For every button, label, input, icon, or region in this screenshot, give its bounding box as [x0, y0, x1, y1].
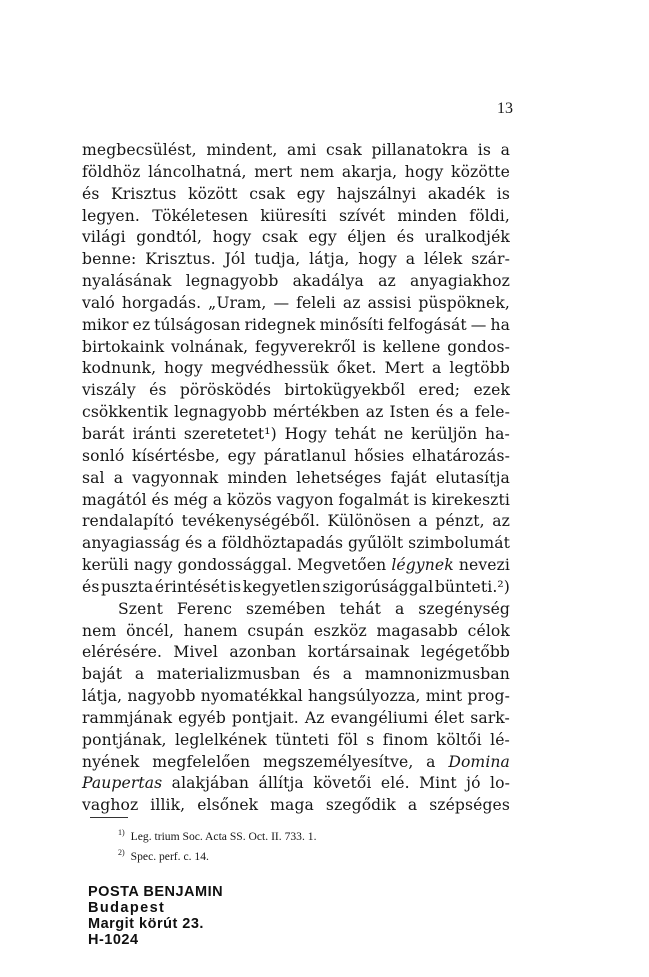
word: is — [477, 141, 491, 159]
word: szár- — [471, 250, 510, 269]
word: állítja — [258, 774, 304, 793]
word: világi — [82, 228, 126, 247]
word: gondos- — [447, 337, 510, 356]
word: mamnonizmusban — [364, 665, 510, 684]
word: egy — [227, 446, 256, 465]
word: Mert — [384, 359, 424, 378]
text-line — [82, 162, 510, 184]
word: anyagiakhoz — [410, 272, 510, 291]
word: a — [431, 359, 442, 378]
text-line — [82, 380, 510, 402]
word: bünteti.²) — [434, 577, 510, 596]
word: öncél, — [126, 621, 174, 640]
word: gyűlölt — [348, 534, 404, 553]
word: kortársainak — [307, 643, 410, 662]
word: hangsúlyozza, — [308, 687, 421, 706]
word: és — [151, 490, 169, 509]
word: Ferenc — [176, 599, 233, 618]
word: a — [134, 665, 145, 684]
word: is — [496, 184, 510, 203]
word: nem — [299, 162, 335, 181]
word: egy — [296, 184, 326, 203]
word: csupán — [247, 621, 305, 640]
word: materializmusban — [156, 665, 301, 684]
word: a — [500, 141, 510, 159]
word: „Uram, — [208, 293, 267, 312]
text-line — [82, 271, 510, 293]
word: benne: — [82, 250, 137, 269]
word: felfogását — [387, 315, 467, 334]
stamp-city: Budapest — [88, 900, 166, 916]
word: éljen — [347, 228, 387, 247]
word: tevékenységéből. — [181, 512, 320, 531]
word: megvédhessük — [210, 359, 329, 378]
word: pontjának, — [82, 730, 167, 749]
word: szegődik — [325, 796, 396, 815]
word: földi, — [469, 206, 510, 225]
text-line — [82, 708, 510, 730]
word: és — [82, 577, 100, 596]
word: Mivel — [173, 643, 218, 662]
word: elérésére. — [82, 643, 162, 662]
word: és — [435, 403, 454, 422]
text-line — [82, 206, 510, 228]
footnote-mark: 2) — [118, 848, 125, 857]
word: és — [82, 184, 100, 203]
word: pörösködés — [179, 381, 272, 400]
word: pénzt, — [435, 512, 485, 531]
word: kiüresíti — [260, 206, 327, 225]
text-line — [82, 184, 510, 206]
word: eszköz — [313, 621, 367, 640]
word: puszta — [100, 577, 154, 596]
word: azonban — [229, 643, 297, 662]
word: nyének — [82, 752, 140, 771]
text-line — [82, 490, 510, 512]
stamp-postcode: H-1024 — [88, 932, 139, 948]
word: minden — [227, 468, 288, 487]
word: fele- — [475, 403, 510, 422]
word: is — [413, 490, 427, 509]
word: és — [185, 534, 203, 553]
word: elé. — [380, 774, 410, 793]
word: költői — [436, 730, 482, 749]
word: maga — [270, 796, 314, 815]
word: feleli — [296, 293, 336, 312]
word: megszemélyesítve, — [262, 752, 414, 771]
text-line — [82, 402, 510, 424]
word: tünteti — [275, 730, 330, 749]
word: a — [405, 250, 416, 269]
text-line — [82, 140, 510, 162]
word: csak — [249, 184, 286, 203]
word: nem — [82, 621, 117, 640]
word: mértékben — [272, 403, 360, 422]
text-line — [82, 293, 510, 315]
word: föl — [337, 730, 358, 749]
word: magasabb — [376, 621, 458, 640]
word: rammjának — [82, 708, 173, 727]
text-line — [82, 446, 510, 468]
word: ami — [287, 141, 317, 159]
word: fegyverekről — [254, 337, 356, 356]
word: volnának, — [171, 337, 249, 356]
word: Megvetően — [297, 556, 387, 575]
word: ez — [132, 315, 151, 334]
word: minden — [397, 206, 457, 225]
text-line — [82, 424, 510, 446]
word: a — [113, 468, 124, 487]
word: — — [273, 293, 290, 312]
word: Paupertas — [82, 774, 163, 793]
text-line — [82, 533, 510, 555]
word: az — [378, 272, 396, 291]
word: viszály — [82, 381, 136, 400]
word: a — [426, 752, 436, 771]
word: minősíti — [319, 315, 384, 334]
word: a — [459, 403, 469, 422]
word: püspöknek, — [418, 293, 510, 312]
word: földhöz — [82, 162, 141, 181]
text-line — [82, 642, 510, 664]
word: kegyetlen — [242, 577, 321, 596]
word: közös — [226, 490, 272, 509]
footnote-text: Leg. trium Soc. Acta SS. Oct. II. 733. 1. — [130, 829, 317, 843]
word: legyen. — [82, 206, 140, 225]
word: a — [212, 490, 223, 509]
word: ridegnek — [244, 315, 316, 334]
word: illik, — [150, 796, 186, 815]
text-line — [82, 599, 510, 621]
word: nevezi — [458, 556, 510, 575]
word: Isten — [389, 403, 430, 422]
word: leglelkének — [174, 730, 267, 749]
stamp-street: Margit körút 23. — [88, 916, 204, 932]
word: vagyonnak — [132, 468, 219, 487]
word: hogy — [212, 228, 252, 247]
word: ezek — [473, 381, 510, 400]
word: elhatározás- — [412, 446, 510, 465]
word: őket. — [336, 359, 377, 378]
word: és — [312, 665, 331, 684]
word: a — [342, 665, 353, 684]
word: Szent — [118, 599, 163, 618]
word: hogy — [164, 359, 203, 378]
word: szigorúsággal — [322, 577, 434, 596]
word: fogalmát — [338, 490, 409, 509]
word: birtokügyekből — [284, 381, 406, 400]
word: csak — [326, 141, 362, 159]
word: legnagyobb — [185, 272, 279, 291]
word: ha- — [485, 424, 510, 443]
word: szépséges — [429, 796, 510, 815]
word: horgadás. — [121, 293, 202, 312]
word: sonló — [82, 446, 125, 465]
word: baját — [82, 665, 123, 684]
word: ne — [383, 424, 404, 443]
word: a — [407, 796, 418, 815]
word: legtöbb — [449, 359, 510, 378]
stamp-name: POSTA BENJAMIN — [88, 884, 224, 900]
word: Mint — [419, 774, 457, 793]
word: a — [207, 534, 217, 553]
word: Krisztus. — [145, 250, 216, 269]
word: evangéliumi — [330, 708, 429, 727]
word: egy — [308, 228, 337, 247]
footnote-rule — [90, 817, 128, 818]
word: mikor — [82, 315, 129, 334]
word: legégetőbb — [420, 643, 510, 662]
word: pontjait. — [231, 708, 299, 727]
word: magától — [82, 490, 147, 509]
word: célok — [467, 621, 510, 640]
word: akadék — [427, 184, 486, 203]
text-line — [82, 664, 510, 686]
word: megbecsülést, — [82, 141, 197, 159]
word: csökkentik — [82, 403, 168, 422]
page-number: 13 — [497, 100, 513, 117]
word: sark- — [470, 708, 510, 727]
word: megfelelően — [152, 752, 251, 771]
text-line — [82, 249, 510, 271]
word: kerüljön — [411, 424, 478, 443]
word: Különösen — [327, 512, 411, 531]
word: akarja, — [341, 162, 398, 181]
word: kellene — [382, 337, 441, 356]
word: mert — [254, 162, 293, 181]
word: és — [149, 381, 167, 400]
word: páratlanul — [263, 446, 347, 465]
footnote-text: Spec. perf. c. 14. — [130, 849, 209, 863]
word: szimbolumát — [408, 534, 510, 553]
word: anyagiasság — [82, 534, 181, 553]
text-line — [82, 358, 510, 380]
word: prog- — [467, 687, 510, 706]
word: a — [418, 512, 428, 531]
text-line — [82, 227, 510, 249]
word: sal — [82, 468, 105, 487]
word: hősies — [354, 446, 405, 465]
word: szeretetet¹) — [183, 424, 277, 443]
word: elutasítja — [435, 468, 510, 487]
word: faját — [390, 468, 427, 487]
word: földhöztapadás — [221, 534, 344, 553]
text-line — [82, 686, 510, 708]
word: között — [188, 184, 238, 203]
word: elsőnek — [197, 796, 259, 815]
word: rendalapító — [82, 512, 175, 531]
word: szívét — [338, 206, 386, 225]
word: hanem — [183, 621, 238, 640]
word: légynek — [391, 556, 454, 575]
word: alakjában — [171, 774, 250, 793]
word: az — [365, 403, 384, 422]
word: nyalásának — [82, 272, 172, 291]
word: finom — [382, 730, 429, 749]
word: lo- — [490, 774, 510, 793]
word: az — [492, 512, 510, 531]
word: vagyon — [276, 490, 334, 509]
word: is — [362, 337, 376, 356]
word: kísértésbe, — [132, 446, 220, 465]
word: az — [342, 293, 361, 312]
text-line — [82, 511, 510, 533]
word: látja, — [309, 250, 350, 269]
word: legnagyobb — [174, 403, 267, 422]
word: iránti — [132, 424, 177, 443]
word: egyéb — [178, 708, 226, 727]
footnotes — [118, 823, 316, 863]
word: kirekeszti — [431, 490, 510, 509]
footnote-2 — [118, 843, 316, 863]
text-line — [82, 621, 510, 643]
word: ered; — [418, 381, 461, 400]
word: hogy — [358, 250, 397, 269]
word: még — [173, 490, 208, 509]
word: Hogy — [284, 424, 327, 443]
footnote-1 — [118, 823, 316, 843]
word: pillanatokra — [371, 141, 469, 159]
word: közötte — [451, 162, 510, 181]
word: tudja, — [254, 250, 301, 269]
word: tehát — [339, 599, 382, 618]
text-line — [82, 315, 510, 337]
word: hogy — [404, 162, 444, 181]
word: és — [396, 228, 415, 247]
footnote-mark: 1) — [118, 828, 125, 837]
word: akadálya — [292, 272, 364, 291]
text-line — [82, 730, 510, 752]
word: s — [366, 730, 375, 749]
word: vaghoz — [82, 796, 139, 815]
text-line — [82, 577, 510, 599]
word: való — [82, 293, 115, 312]
word: szegénység — [418, 599, 510, 618]
text-line — [82, 773, 510, 795]
word: Jól — [224, 250, 246, 269]
word: jó — [466, 774, 481, 793]
word: mint — [425, 687, 463, 706]
text-line — [82, 555, 510, 577]
word: assisi — [367, 293, 412, 312]
word: látja, — [82, 687, 123, 706]
word: Krisztus — [111, 184, 177, 203]
text-line — [82, 795, 510, 817]
word: nagyobb — [127, 687, 196, 706]
word: kodnunk, — [82, 359, 157, 378]
word: követői — [313, 774, 372, 793]
owner-stamp — [88, 884, 223, 948]
word: lélek — [423, 250, 463, 269]
word: a — [394, 599, 405, 618]
word: élet — [434, 708, 465, 727]
text-line — [82, 337, 510, 359]
text-line — [82, 468, 510, 490]
word: érintését — [154, 577, 227, 596]
word: — — [470, 315, 487, 334]
word: tehát — [334, 424, 377, 443]
word: szemében — [246, 599, 326, 618]
word: Domina — [448, 752, 510, 771]
word: birtokaink — [82, 337, 165, 356]
word: barát — [82, 424, 125, 443]
word: Tökéletesen — [152, 206, 249, 225]
word: lé- — [490, 730, 510, 749]
word: kerüli — [82, 556, 129, 575]
body-text — [82, 140, 510, 817]
word: láncolhatná, — [148, 162, 247, 181]
word: nyomatékkal — [200, 687, 303, 706]
word: lehetséges — [296, 468, 382, 487]
word: gondossággal. — [177, 556, 293, 575]
word: ha — [490, 315, 510, 334]
word: Az — [304, 708, 325, 727]
word: nagy — [133, 556, 173, 575]
word: csak — [261, 228, 298, 247]
word: is — [228, 577, 242, 596]
word: gondtól, — [136, 228, 203, 247]
word: mindent, — [206, 141, 278, 159]
word: hajszálnyi — [336, 184, 417, 203]
text-line — [82, 752, 510, 774]
word: túlságosan — [154, 315, 241, 334]
word: uralkodjék — [424, 228, 510, 247]
